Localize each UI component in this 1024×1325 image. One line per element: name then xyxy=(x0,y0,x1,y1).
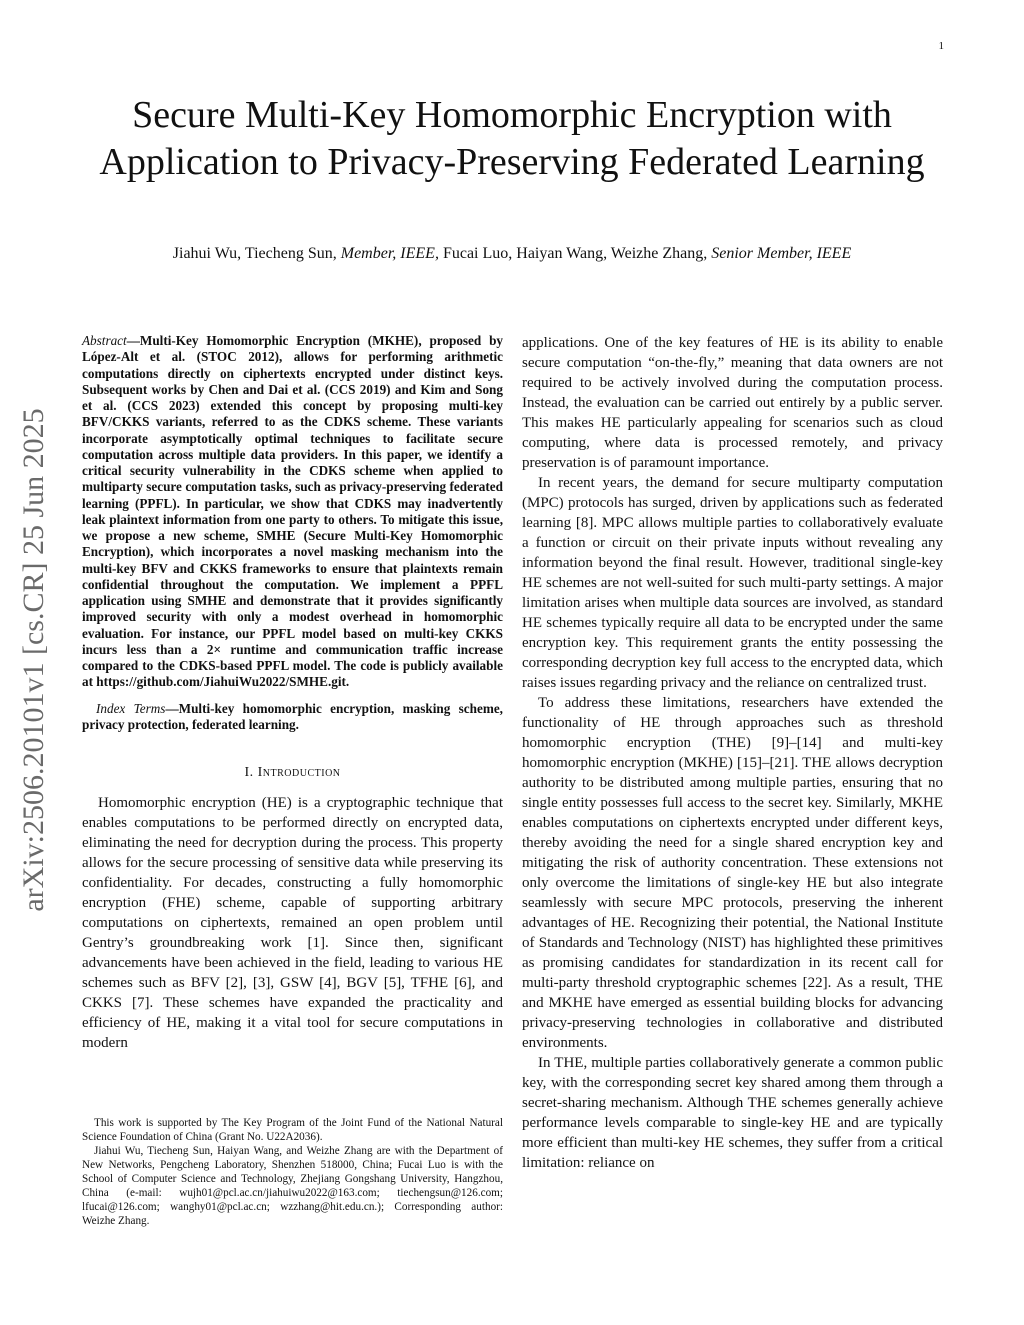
intro-paragraph: Homomorphic encryption (HE) is a cryptographic technique that enables computations to be performed directly on encrypted data, eliminating the need for decryption during the process. This property allows for the secure processing of sensitive data while preserving its confidentiality. For decades, constructing a fully homomorphic encryption (FHE) scheme, capable of supporting arbitrary computations on ciphertexts, remained an open problem until Gentry’s groundbreaking work [1]. Since then, significant advancements have been achieved in the field, leading to various HE schemes such as BFV [2], [3], GSW [4], BGV [5], TFHE [6], and CKKS [7]. These schemes have expanded the practicality and efficiency of HE, making it a vital tool for secure computations in modern xyxy=(82,795,503,1051)
authors-part-1: Jiahui Wu, Tiecheng Sun, xyxy=(172,245,341,262)
authors-role-1: Member, IEEE, xyxy=(340,245,439,262)
footnote-affiliations: Jiahui Wu, Tiecheng Sun, Haiyan Wang, and Weizhe Zhang are with the Department of New Networks, Pengcheng Laboratory, Shenzhen 518000, China; Fucai Luo is with the School of Computer Science and Technology, Zhejiang Gongshang University, Hangzhou, China (e-mail: wujh01@pcl.ac.cn/jiahuiwu2022@163.com; tiechengsun@126.com; lfucai@126.com; wanghy01@pcl.ac.cn; wzzhang@hit.edu.cn.); Corresponding author: Weizhe Zhang. xyxy=(82,1145,503,1227)
section-heading-introduction: I. Introduction xyxy=(244,765,341,780)
abstract xyxy=(82,333,503,691)
footnotes xyxy=(82,1116,503,1228)
author-list xyxy=(60,244,964,264)
abstract-text: —Multi-Key Homomorphic Encryption (MKHE), proposed by López-Alt et al. (STOC 2012), allows for performing arithmetic computations directly on ciphertexts encrypted under distinct keys. Subsequent works by Chen and Dai et al. (CCS 2019) and Kim and Song et al. (CCS 2023) extended this concept by proposing multi-key BFV/CKKS variants, referred to as the CDKS scheme. These variants incorporate asymptotically optimal techniques to facilitate secure computation across multiple data providers. In this paper, we identify a critical security vulnerability in the CDKS scheme when applied to multiparty secure computation tasks, such as privacy-preserving federated learning (PPFL). In particular, we show that CDKS may inadvertently leak plaintext information from one party to others. To mitigate this issue, we propose a new scheme, SMHE (Secure Multi-Key Homomorphic Encryption), which incorporates a novel masking mechanism into the multi-key BFV and CKKS frameworks to ensure that plaintexts remain confidential throughout the computation. We implement a PPFL application using SMHE and demonstrate that it provides significantly improved security with only a modest overhead in homomorphic evaluation. For instance, our PPFL model based on multi-key CKKS incurs less than a 2× runtime and communication traffic increase compared to the CDKS-based PPFL model. The code is publicly available at https://github.com/JiahuiWu2022/SMHE.git. xyxy=(82,333,503,690)
body-paragraph: In THE, multiple parties collaboratively generate a common public key, with the corresponding secret key shared among them through a secret-sharing mechanism. Although THE schemes generally achieve performance levels comparable to single-key HE and are typically more efficient than multi-key HE schemes, they suffer from a critical limitation: reliance on xyxy=(522,1055,943,1171)
index-terms xyxy=(82,701,503,734)
arxiv-identifier-stamp: arXiv:2506.20101v1 [cs.CR] 25 Jun 2025 xyxy=(17,408,50,912)
page-number: 1 xyxy=(938,40,944,52)
index-terms-label: Index Terms xyxy=(96,700,166,716)
body-paragraph: To address these limitations, researchers have extended the functionality of HE through approaches such as threshold homomorphic encryption (THE) [9]–[14] and multi-key homomorphic encryption (MKHE) [15]–[21]. THE allows decryption authority to be distributed among multiple parties, ensuring that no single entity possesses full access to the secret key. Similarly, MKHE enables computations on ciphertexts encrypted under different keys, thereby avoiding the need for a single shared encryption key and mitigating the risk of authority concentration. These extensions not only overcome the limitations of single-key HE but also integrate seamlessly with secure MPC protocols, preserving the inherent advantages of HE. Recognizing their potential, the National Institute of Standards and Technology (NIST) has highlighted these primitives as promising candidates for standardization in its recent call for multi-party threshold cryptographic schemes [22]. As a result, THE and MKHE have emerged as essential building blocks for advancing privacy-preserving technologies in collaborative and distributed environments. xyxy=(522,695,943,1051)
body-paragraph: In recent years, the demand for secure multiparty computation (MPC) protocols has surged, driven by applications such as federated learning [8]. MPC allows multiple parties to collaboratively evaluate a function or circuit on their private inputs without revealing any information beyond the final result. However, traditional single-key HE schemes are not well-suited for such multi-party settings. A major limitation arises when multiple data sources are involved, as standard HE schemes typically require all data to be encrypted under the same encryption key. This requirement grants the entity possessing the corresponding decryption key full access to the encrypted data, which raises issues regarding privacy and the reliance on centralized trust. xyxy=(522,475,943,691)
authors-role-2: Senior Member, IEEE xyxy=(711,245,852,262)
body-paragraph: applications. One of the key features of HE is its ability to enable secure computation “on-the-fly,” meaning that data owners are not required to be actively involved during the computation process. Instead, the evaluation can be carried out entirely by a public server. This makes HE particularly appealing for scenarios such as cloud computing, where data is processed remotely, and privacy preservation is of paramount importance. xyxy=(522,335,943,471)
footnote-funding: This work is supported by The Key Program of the Joint Fund of the National Natural Science Foundation of China (Grant No. U22A2036). xyxy=(82,1117,503,1143)
authors-part-2: Fucai Luo, Haiyan Wang, Weizhe Zhang, xyxy=(438,245,712,262)
index-terms-text: —Multi-key homomorphic encryption, masking scheme, privacy protection, federated learning. xyxy=(82,700,503,732)
abstract-label: Abstract xyxy=(82,333,127,348)
left-column xyxy=(82,333,503,1053)
paper-title: Secure Multi-Key Homomorphic Encryption with Application to Privacy-Preserving Federated Learning xyxy=(99,94,925,183)
right-column xyxy=(522,333,943,1173)
